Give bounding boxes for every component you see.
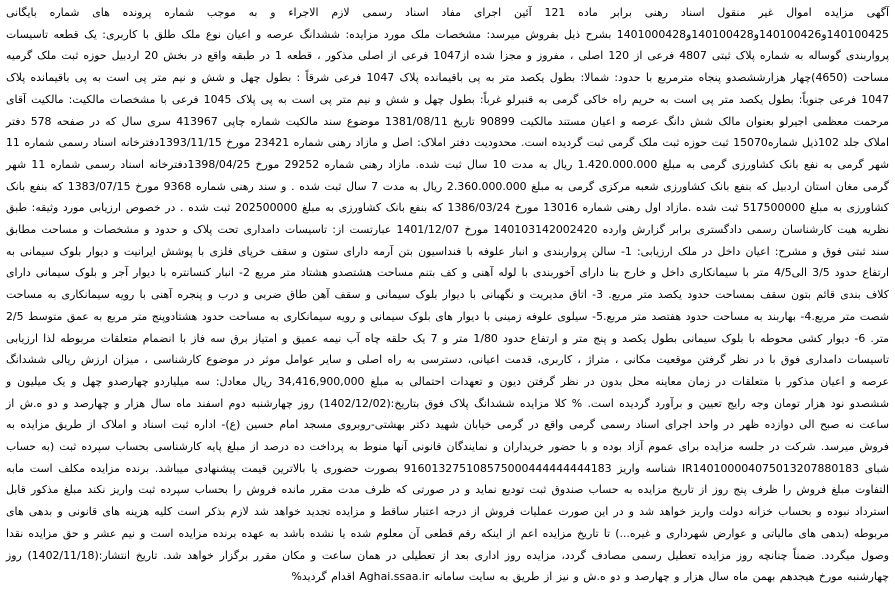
auction-notice-text: آگهی مزایده اموال غیر منقول اسناد رهنی برابر ماده 121 آئین اجرای مفاد اسناد رسمی لازم الاجراء و به موجب شماره پرونده های شماره بایگانی 140100425و140100426و140100428و1401000428 بشرح ذیل بفروش میرسد: مشخصات ملک مورد مزایده: ششدانگ عرصه و اعیان نوع ملک طلق با کاربری: یک قطعه تاسیسات پرواربندی گوساله به شماره پلاک ثبتی 4807 فرعی از 120 اصلی ، مفروز و مجزا شده از1047 فرعی از اصلی مذکور ، قطعه 1 در طبقه واقع در بخش 20 اردبیل حوزه ثبت ملک گرمیه مساحت (4650)چهار هزارششصدو پنجاه مترمربع با حدود: شمالا: بطول یکصد متر به پی باقیمانده پلاک 1047 فرعی شرقاً : بطول چهل و شش و نیم متر پی است به پی باقیمانده پلاک 1047 فرعی جنوباً: بطول یکصد متر پی است به حریم راه خاکی گرمی به قنبرلو غرباً: بطول چهل و شش و نیم متر پی است به پی پلاک 1045 فرعی با مشخصات مالکیت: مالکیت آقای مرحمت معظمی اجیرلو بعنوان مالک شش دانگ عرصه و اعیان مستند مالکیت 90899 تاریخ 1381/08/11 موضوع سند مالکیت شماره چاپی 413967 سری سال که در صفحه 578 دفتر املاک جلد 102ذیل شماره15070 ثبت حوزه ثبت ملک گرمی ثبت گردیده است. محدودیت دفتر املاک: اصل و مازاد رهنی شماره 23421 مورخ 1393/11/15دفترخانه اسناد رسمی شماره 11 شهر گرمی به نفع بانک کشاورزی گرمی به مبلغ 1.420.000.000 ریال به مدت 10 سال ثبت شده. مازاد رهنی شماره 29252 مورخ 1398/04/25دفترخانه اسناد رسمی شماره 11 شهر گرمی مغان استان اردبیل که بنفع بانک کشاورزی شعبه مرکزی گرمی به مبلغ 2.360.000.000 ریال به مدت 7 سال ثبت شده . و سند رهنی شماره 9368 مورخ 1383/07/15 که بنفع بانک کشاورزی به مبلغ 517500000 ثبت شده .مازاد اول رهنی شماره 13016 مورخ 1386/03/24 که بنفع بانک کشاورزی به مبلغ 202500000 ثبت شده . در خصوص ارزیابی مورد وثیقه: طبق نظریه هیت کارشناسان رسمی دادگستری برابر گزارش وارده 140103142002420 مورخ 1401/12/07 عبارتست از: تاسیسات دامداری تحت پلاک و حدود و مشخصات و مساحت مطابق سند ثبتی فوق و مشرح: اعیان داخل در ملک ارزیابی: 1- سالن پرواربندی و انبار علوفه با فنداسیون بتن آرمه دارای ستون و سقف خرپای فلزی با پوشش ایرانیت و دیوار بلوک سیمانی به ارتفاع حدود 3/5 الی4/5 متر با سیمانکاری داخل و خارج بنا دارای آخوربندی با لوله آهنی و کف بتنم مساحت هشتصدو هشتاد متر مربع 2- انبار کنسانتره با دیوار آجر و بلوک سیمانی دارای کلاف بندی قائم بتون سقف بمساحت حدود یکصد متر مربع. 3- اتاق مدیریت و نگهبانی با دیوار بلوک سیمانی و سقف آهن طاق ضربی و درب و پنجره آهنی با رویه سیمانکاری به مساحت شصت متر مربع.4- بهاربند به مساحت حدود هفتصد متر مربع.5- سیلوی علوفه زمینی با دیوار های بلوک سیمانی و رویه سیمانکاری به مساحت حدود هشتادوپنج متر مربع به عمق متوسط 2/5 متر. 6- دیوار کشی محوطه با بلوک سیمانی بطول یکصد و پنج متر و ارتفاع حدود 1/80 متر و 7 یک حلقه چاه آب نیمه عمیق و امتیاز برق سه فاز با انضمام متعلقات مربوطه لذا ارزیابی تاسیسات دامداری فوق با در نظر گرفتن موقعیت مکانی ، متراژ ، کاربری، قدمت اعیانی، دسترسی به راه اصلی و سایر عوامل موثر در موضوع کارشناسی ، میزان ارزش ریالی ششدانگ عرصه و اعیان مذکور با متعلقات در زمان معاینه محل بدون در نظر گرفتن دیون و تعهدات احتمالی به مبلغ 34,416,900,000 ریال معادل: سه میلیاردو چهارصدو چهل و یک میلیون و ششصدو نود هزار تومان وجه رایج تعیین و برآورد گردیده است. % کلا مزایده ششدانگ پلاک فوق بتاریخ:(1402/12/02) روز چهارشنبه دوم اسفند ماه سال هزار و چهارصد و دو ه.ش از ساعت نه صبح الی دوازده ظهر در واحد اجرای اسناد رسمی گرمی واقع در گرمی خیابان شهید دکتر بهشتی-روبروی مسجد امام حسین (ع)- اداره ثبت اسناد و املاک از طریق مزایده به فروش میرسد. شرکت در جلسه مزایده برای عموم آزاد بوده و با حضور خریداران و نمایندگان قانونی آنها منوط به پرداخت ده درصد از مبلغ پایه کارشناسی بحساب سپرده ثبت (به حساب شبای IR140100004075013207880183 شناسه واریز 916013275108575000444444444183 بصورت حضوری یا بالاترین قیمت پیشنهادی میباشد. برنده مزایده مکلف است مابه التفاوت مبلغ فروش را ظرف پنج روز از تاریخ مزایده به حساب صندوق ثبت تودیع نماید و در صورتی که ظرف مدت مقرر مانده فروش را بحساب سپرده ثبت واریز نکند مبلغ مذکور قابل استرداد نبوده و بحساب خزانه دولت واریز خواهد شد و در این صورت عملیات فروش از درجه اعتبار ساقط و مزایده تجدید خواهد شد لازم بذکر است کلیه هزینه های قانونی و بدهی های مربوطه (بدهی های مالیاتی و عوارض شهرداری و غیره...) تا تاریخ مزایده اعم از اینکه رقم قطعی آن معلوم شده یا نشده باشد به عهده برنده مزایده است و نیم عشر و حق مزایده نقدا وصول میگردد. ضمناً چنانچه روز مزایده تعطیل رسمی مصادف گردد، مزایده روز اداری بعد از تعطیلی در همان ساعت و مکان مقرر برگزار خواهد شد. تاریخ انتشار:(1402/11/18) روز چهارشنبه مورخ هیجدهم بهمن ماه سال هزار و چهارصد و دو ه.ش و نیز از طریق به سایت سامانه Aghai.ssaa.ir اقدام گردید% (6, 6, 890, 584)
